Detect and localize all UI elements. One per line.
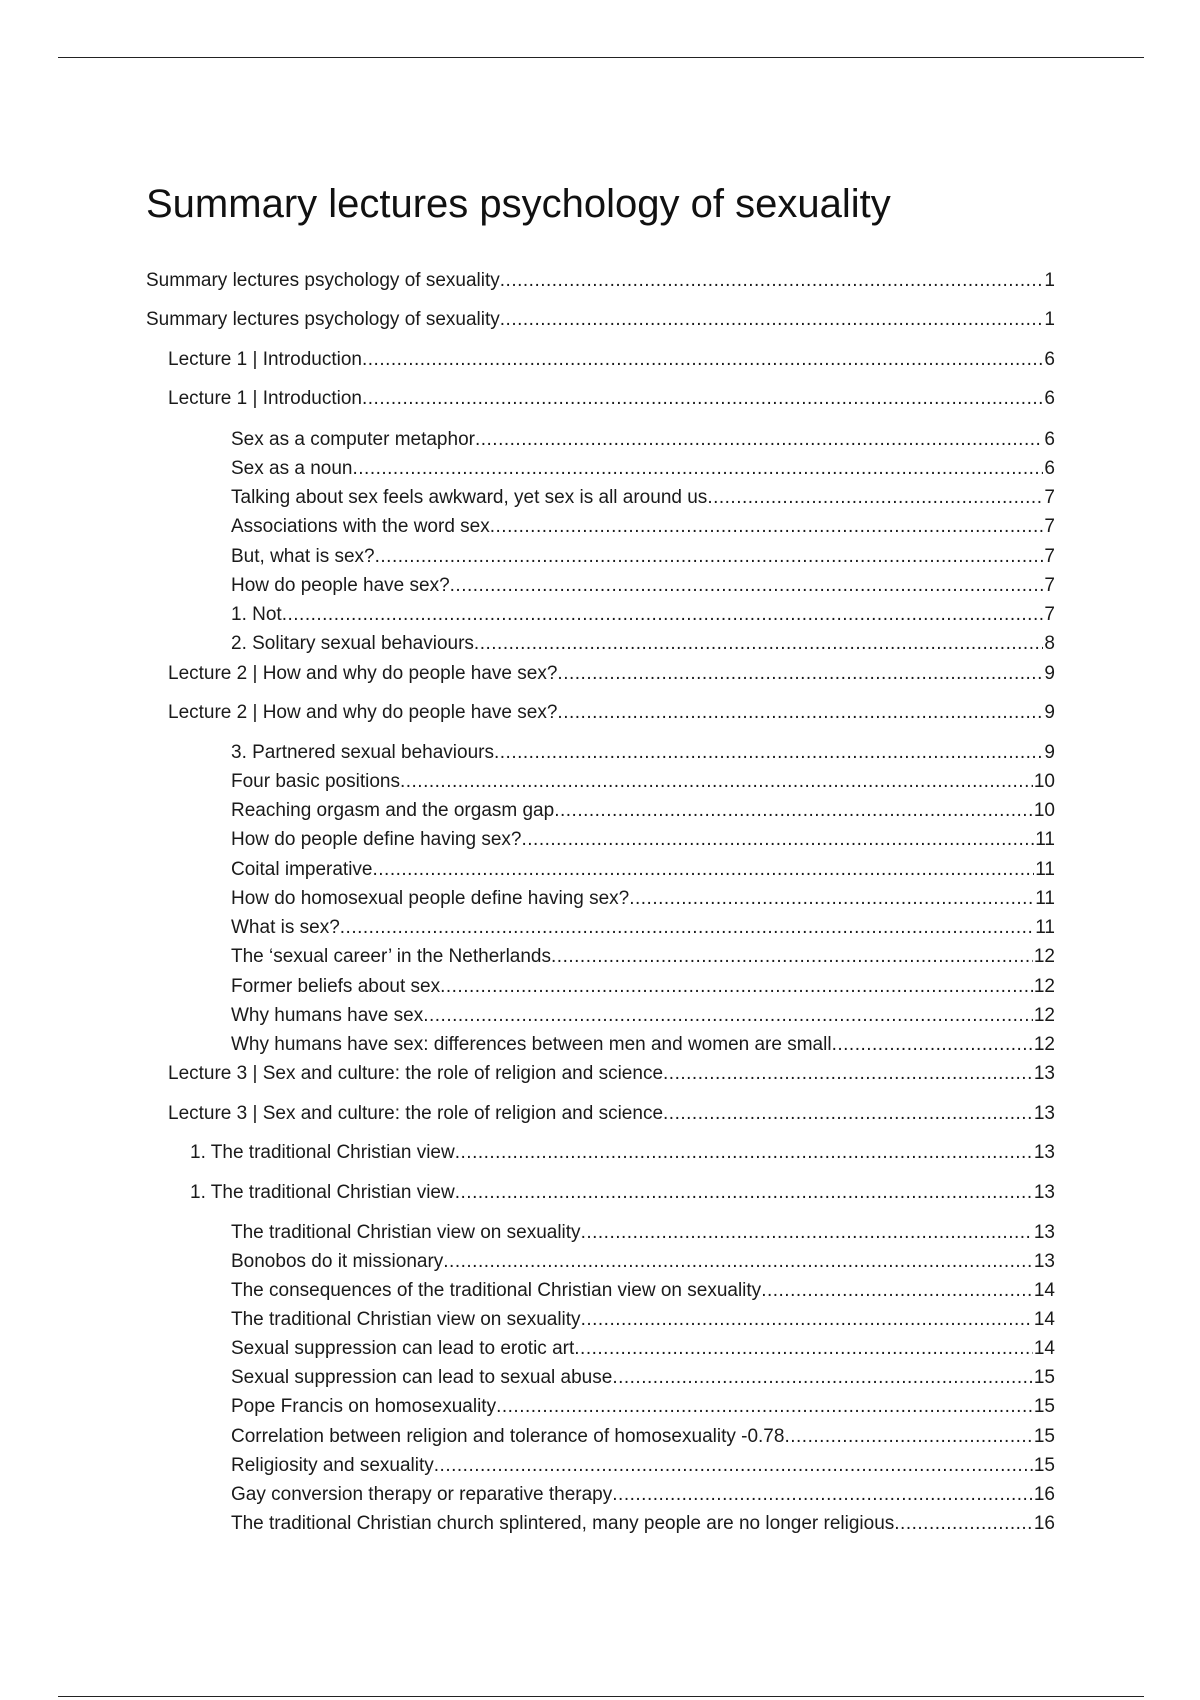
toc-entry[interactable]: [168, 1102, 1055, 1126]
toc-entry-title: The traditional Christian view on sexuality: [231, 1222, 581, 1243]
toc-entry-title: Lecture 2 | How and why do people have sex?: [168, 663, 558, 684]
toc-dot-leader: [450, 574, 1044, 598]
toc-entry[interactable]: [231, 887, 1055, 911]
toc-entry[interactable]: [231, 545, 1055, 569]
toc-entry-title: Coital imperative: [231, 859, 373, 880]
toc-entry[interactable]: [231, 515, 1055, 539]
toc-page-number: 15: [1033, 1396, 1055, 1417]
toc-page-number: 7: [1044, 575, 1055, 596]
toc-entry-title: How do people have sex?: [231, 575, 450, 596]
toc-page-number: 16: [1033, 1484, 1055, 1505]
toc-dot-leader: [574, 1337, 1033, 1361]
toc-dot-leader: [455, 1141, 1033, 1165]
toc-entry-title: Former beliefs about sex: [231, 976, 441, 997]
toc-page-number: 11: [1035, 888, 1055, 909]
toc-entry-title: Pope Francis on homosexuality: [231, 1396, 497, 1417]
toc-entry-title: 1. Not: [231, 604, 282, 625]
toc-entry-title: Correlation between religion and tolerance of homosexuality -0.78: [231, 1426, 785, 1447]
toc-entry-title: How do people define having sex?: [231, 829, 522, 850]
toc-entry[interactable]: [231, 1366, 1055, 1390]
toc-entry-title: Lecture 2 | How and why do people have sex?: [168, 702, 558, 723]
toc-dot-leader: [500, 308, 1044, 332]
toc-entry[interactable]: [146, 269, 1055, 293]
toc-page-number: 7: [1044, 487, 1055, 508]
toc-entry-title: Bonobos do it missionary: [231, 1251, 444, 1272]
toc-dot-leader: [581, 1308, 1033, 1332]
toc-page-number: 13: [1033, 1251, 1055, 1272]
toc-page-number: 10: [1033, 771, 1055, 792]
toc-dot-leader: [707, 486, 1043, 510]
toc-entry-title: Four basic positions: [231, 771, 400, 792]
toc-entry[interactable]: [168, 348, 1055, 372]
toc-entry[interactable]: [231, 1337, 1055, 1361]
toc-entry[interactable]: [231, 828, 1055, 852]
toc-dot-leader: [362, 387, 1043, 411]
toc-page-number: 14: [1033, 1309, 1055, 1330]
toc-dot-leader: [475, 428, 1043, 452]
toc-page-number: 16: [1033, 1513, 1055, 1534]
toc-entry[interactable]: [231, 975, 1055, 999]
toc-page-number: 6: [1044, 429, 1055, 450]
toc-dot-leader: [434, 1454, 1033, 1478]
toc-dot-leader: [282, 603, 1044, 627]
toc-entry-title: Sex as a computer metaphor: [231, 429, 475, 450]
toc-page-number: 10: [1033, 800, 1055, 821]
toc-dot-leader: [894, 1512, 1033, 1536]
toc-dot-leader: [423, 1004, 1033, 1028]
toc-entry[interactable]: [231, 916, 1055, 940]
toc-entry-title: What is sex?: [231, 917, 340, 938]
toc-entry[interactable]: [231, 1279, 1055, 1303]
toc-entry-title: The ‘sexual career’ in the Netherlands: [231, 946, 552, 967]
bottom-rule: [58, 1696, 1144, 1697]
toc-page-number: 9: [1044, 702, 1055, 723]
toc-entry-title: Summary lectures psychology of sexuality: [146, 309, 500, 330]
toc-dot-leader: [440, 975, 1033, 999]
toc-page-number: 12: [1033, 1005, 1055, 1026]
toc-page-number: 15: [1033, 1367, 1055, 1388]
toc-entry[interactable]: [231, 770, 1055, 794]
toc-entry-title: Sexual suppression can lead to erotic art: [231, 1338, 575, 1359]
toc-dot-leader: [400, 770, 1033, 794]
toc-entry-title: 1. The traditional Christian view: [190, 1142, 455, 1163]
toc-dot-leader: [521, 828, 1034, 852]
toc-dot-leader: [352, 457, 1043, 481]
toc-entry[interactable]: [231, 1454, 1055, 1478]
toc-dot-leader: [784, 1425, 1032, 1449]
toc-page-number: 1: [1044, 270, 1055, 291]
toc-entry-title: Lecture 3 | Sex and culture: the role of religion and science: [168, 1063, 664, 1084]
document-title: Summary lectures psychology of sexuality: [146, 182, 891, 226]
toc-dot-leader: [362, 348, 1043, 372]
toc-entry-title: Talking about sex feels awkward, yet sex is all around us: [231, 487, 708, 508]
toc-entry-title: Summary lectures psychology of sexuality: [146, 270, 500, 291]
toc-page-number: 11: [1035, 917, 1055, 938]
toc-dot-leader: [551, 945, 1033, 969]
toc-page-number: 12: [1033, 1034, 1055, 1055]
toc-entry[interactable]: [231, 428, 1055, 452]
toc-entry[interactable]: [168, 701, 1055, 725]
toc-page-number: 13: [1033, 1103, 1055, 1124]
toc-entry[interactable]: [231, 457, 1055, 481]
toc-entry-title: The traditional Christian church splintered, many people are no longer religious: [231, 1513, 895, 1534]
toc-page-number: 8: [1044, 633, 1055, 654]
toc-dot-leader: [455, 1181, 1033, 1205]
toc-dot-leader: [496, 1395, 1033, 1419]
toc-entry-title: Why humans have sex: [231, 1005, 424, 1026]
toc-page-number: 13: [1033, 1222, 1055, 1243]
toc-page-number: 12: [1033, 976, 1055, 997]
toc-entry[interactable]: [231, 799, 1055, 823]
toc-entry-title: Why humans have sex: differences between men and women are small: [231, 1034, 832, 1055]
toc-entry[interactable]: [231, 945, 1055, 969]
toc-entry[interactable]: [231, 574, 1055, 598]
toc-page-number: 1: [1044, 309, 1055, 330]
toc-entry[interactable]: [168, 1062, 1055, 1086]
toc-dot-leader: [612, 1483, 1033, 1507]
toc-page-number: 9: [1044, 663, 1055, 684]
toc-dot-leader: [375, 545, 1044, 569]
toc-page-number: 15: [1033, 1426, 1055, 1447]
toc-entry-title: 1. The traditional Christian view: [190, 1182, 455, 1203]
toc-dot-leader: [474, 632, 1044, 656]
toc-page-number: 13: [1033, 1063, 1055, 1084]
toc-entry-title: Reaching orgasm and the orgasm gap: [231, 800, 555, 821]
toc-entry-title: Lecture 3 | Sex and culture: the role of religion and science: [168, 1103, 664, 1124]
toc-dot-leader: [490, 515, 1044, 539]
toc-entry-title: Lecture 1 | Introduction: [168, 349, 362, 370]
toc-entry-title: Sexual suppression can lead to sexual abuse: [231, 1367, 613, 1388]
toc-dot-leader: [612, 1366, 1033, 1390]
toc-entry[interactable]: [231, 741, 1055, 765]
toc-entry-title: Religiosity and sexuality: [231, 1455, 434, 1476]
toc-entry[interactable]: [168, 662, 1055, 686]
toc-entry-title: How do homosexual people define having sex?: [231, 888, 630, 909]
toc-entry-title: Gay conversion therapy or reparative therapy: [231, 1484, 613, 1505]
toc-dot-leader: [581, 1221, 1033, 1245]
toc-page-number: 13: [1033, 1182, 1055, 1203]
toc-entry[interactable]: [231, 486, 1055, 510]
toc-page-number: 6: [1044, 458, 1055, 479]
toc-page-number: 13: [1033, 1142, 1055, 1163]
toc-dot-leader: [500, 269, 1044, 293]
toc-page-number: 7: [1044, 546, 1055, 567]
toc-entry[interactable]: [231, 603, 1055, 627]
toc-entry-title: Sex as a noun: [231, 458, 353, 479]
toc-dot-leader: [340, 916, 1035, 940]
toc-dot-leader: [373, 858, 1035, 882]
toc-dot-leader: [663, 1102, 1033, 1126]
toc-entry[interactable]: [231, 1004, 1055, 1028]
toc-entry-title: Associations with the word sex: [231, 516, 490, 537]
toc-entry-title: The consequences of the traditional Christian view on sexuality: [231, 1280, 762, 1301]
toc-dot-leader: [557, 701, 1043, 725]
toc-entry[interactable]: [190, 1181, 1055, 1205]
toc-entry[interactable]: [168, 387, 1055, 411]
toc-entry[interactable]: [231, 858, 1055, 882]
toc-page-number: 6: [1044, 349, 1055, 370]
toc-entry[interactable]: [231, 1250, 1055, 1274]
toc-dot-leader: [554, 799, 1033, 823]
toc-entry[interactable]: [146, 308, 1055, 332]
toc-page-number: 6: [1044, 388, 1055, 409]
toc-entry[interactable]: [231, 1425, 1055, 1449]
toc-entry-title: Lecture 1 | Introduction: [168, 388, 362, 409]
toc-entry[interactable]: [231, 632, 1055, 656]
toc-entry[interactable]: [231, 1512, 1055, 1536]
toc-page-number: 11: [1035, 829, 1055, 850]
toc-entry[interactable]: [190, 1141, 1055, 1165]
toc-page-number: 9: [1044, 742, 1055, 763]
toc-dot-leader: [761, 1279, 1033, 1303]
toc-page-number: 11: [1035, 859, 1055, 880]
toc-entry[interactable]: [231, 1395, 1055, 1419]
toc-page-number: 14: [1033, 1280, 1055, 1301]
toc-page-number: 14: [1033, 1338, 1055, 1359]
toc-dot-leader: [663, 1062, 1033, 1086]
toc-entry[interactable]: [231, 1308, 1055, 1332]
toc-entry-title: The traditional Christian view on sexuality: [231, 1309, 581, 1330]
toc-page-number: 15: [1033, 1455, 1055, 1476]
toc-dot-leader: [557, 662, 1043, 686]
toc-dot-leader: [494, 741, 1043, 765]
toc-dot-leader: [629, 887, 1034, 911]
toc-dot-leader: [443, 1250, 1033, 1274]
toc-entry[interactable]: [231, 1483, 1055, 1507]
toc-page-number: 12: [1033, 946, 1055, 967]
toc-entry[interactable]: [231, 1033, 1055, 1057]
toc-entry[interactable]: [231, 1221, 1055, 1245]
toc-entry-title: 3. Partnered sexual behaviours: [231, 742, 494, 763]
toc-entry-title: But, what is sex?: [231, 546, 375, 567]
toc-page-number: 7: [1044, 604, 1055, 625]
toc-page-number: 7: [1044, 516, 1055, 537]
toc-dot-leader: [832, 1033, 1033, 1057]
toc-entry-title: 2. Solitary sexual behaviours: [231, 633, 474, 654]
